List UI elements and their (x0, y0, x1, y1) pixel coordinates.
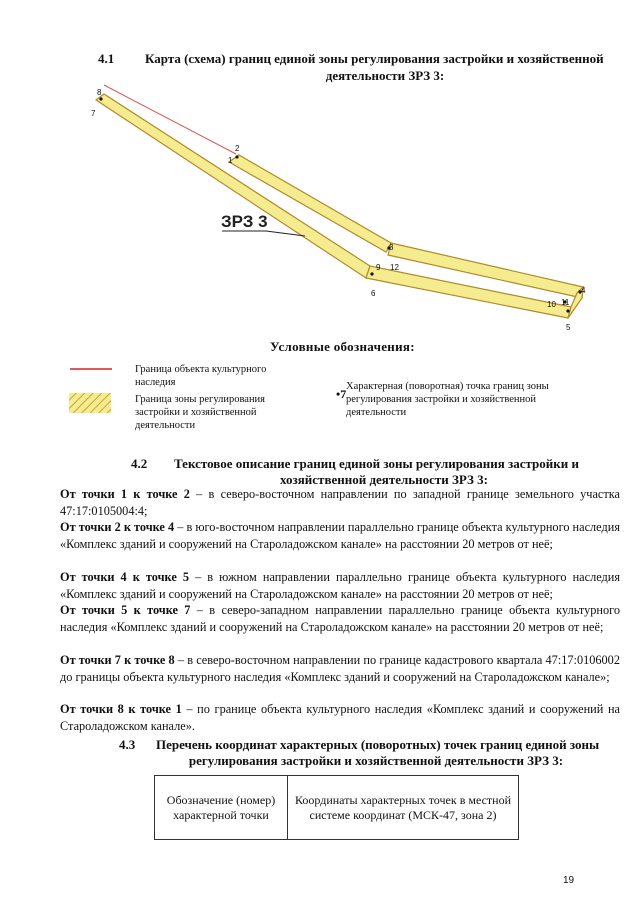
point-5-label: 5 (566, 323, 571, 332)
point-3-label: 3 (389, 243, 394, 252)
point-4-label: 4 (581, 286, 586, 295)
boundary-item-4: От точки 5 к точке 7 – в северо-западном направлении параллельно границе объекта культурного наследия «Комплекс зданий и сооружений на Староладожском канале» на расстоянии 20 метров от неё; (60, 603, 620, 634)
point-12-label: 12 (390, 263, 399, 272)
zone-label: ЗРЗ 3 (221, 212, 268, 231)
section-43-title-line1: Перечень координат характерных (поворотных) точек границ единой зоны (156, 737, 600, 752)
section-42-number: 4.2 (131, 456, 148, 471)
section-43-title-line2: регулирования застройки и хозяйственной деятельности ЗРЗ 3: (188, 753, 564, 768)
boundary-item-6: От точки 8 к точке 1 – по границе объекта культурного наследия «Комплекс зданий и сооружений на Староладожском канале». (60, 702, 620, 733)
section-42-title-line1: Текстовое описание границ единой зоны регулирования застройки и (174, 456, 579, 471)
point-7-label: 7 (91, 109, 96, 118)
section-41-number: 4.1 (98, 51, 115, 66)
table-header-coordinates: Координаты характерных точек в местной системе координат (МСК-47, зона 2) (288, 776, 519, 840)
point-11-label: 11 (561, 298, 570, 307)
heritage-boundary-swatch (70, 368, 112, 370)
section-42-title-line2: хозяйственной деятельности ЗРЗ 3: (280, 472, 488, 487)
legend-title: Условные обозначения: (270, 339, 415, 354)
legend-heritage-boundary: Граница объекта культурного наследия (135, 364, 267, 388)
section-41-title-line2: деятельности ЗРЗ 3: (325, 68, 445, 83)
boundary-item-1: От точки 1 к точке 2 – в северо-восточном направлении по западной границе земельного участка 47:17:0105004:4; (60, 487, 620, 518)
point-9-label: 9 (376, 263, 381, 272)
boundary-item-5: От точки 7 к точке 8 – в северо-восточном направлении по границе кадастрового квартала 47:17:0106002 до границы объекта культурного наследия «Комплекс зданий и сооружений на Староладожском канале»; (60, 653, 620, 684)
section-43-number: 4.3 (119, 737, 136, 752)
legend-zone-boundary: Граница зоны регулирования застройки и хозяйственной деятельности (135, 394, 266, 431)
zone-band-lower (96, 94, 370, 278)
table-header-point: Обозначение (номер) характерной точки (155, 776, 288, 840)
legend-point-marker: •7 (336, 387, 347, 401)
point-10-label: 10 (547, 300, 556, 309)
point-1-label: 1 (228, 156, 233, 165)
point-2-label: 2 (235, 144, 240, 153)
section-41-title-line1: Карта (схема) границ единой зоны регулирования застройки и хозяйственной (145, 51, 604, 66)
boundary-item-2: От точки 2 к точке 4 – в юго-восточном направлении параллельно границе объекта культурного наследия «Комплекс зданий и сооружений на Староладожском канале» на расстоянии 20 метров от неё; (60, 520, 620, 551)
point-6-label: 6 (371, 289, 376, 298)
zone-map (0, 0, 640, 340)
page-number: 19 (563, 875, 575, 886)
coordinates-table (154, 775, 519, 840)
zone-boundary-swatch (68, 392, 112, 414)
legend-point-label: Характерная (поворотная) точка границ зоны регулирования застройки и хозяйственной деятельности (346, 381, 549, 418)
boundary-item-3: От точки 4 к точке 5 – в южном направлении параллельно границе объекта культурного наследия «Комплекс зданий и сооружений на Староладожском канале» на расстоянии 20 метров от неё; (60, 570, 620, 601)
point-8-label: 8 (97, 88, 102, 97)
zone-band-bottom (366, 266, 571, 318)
